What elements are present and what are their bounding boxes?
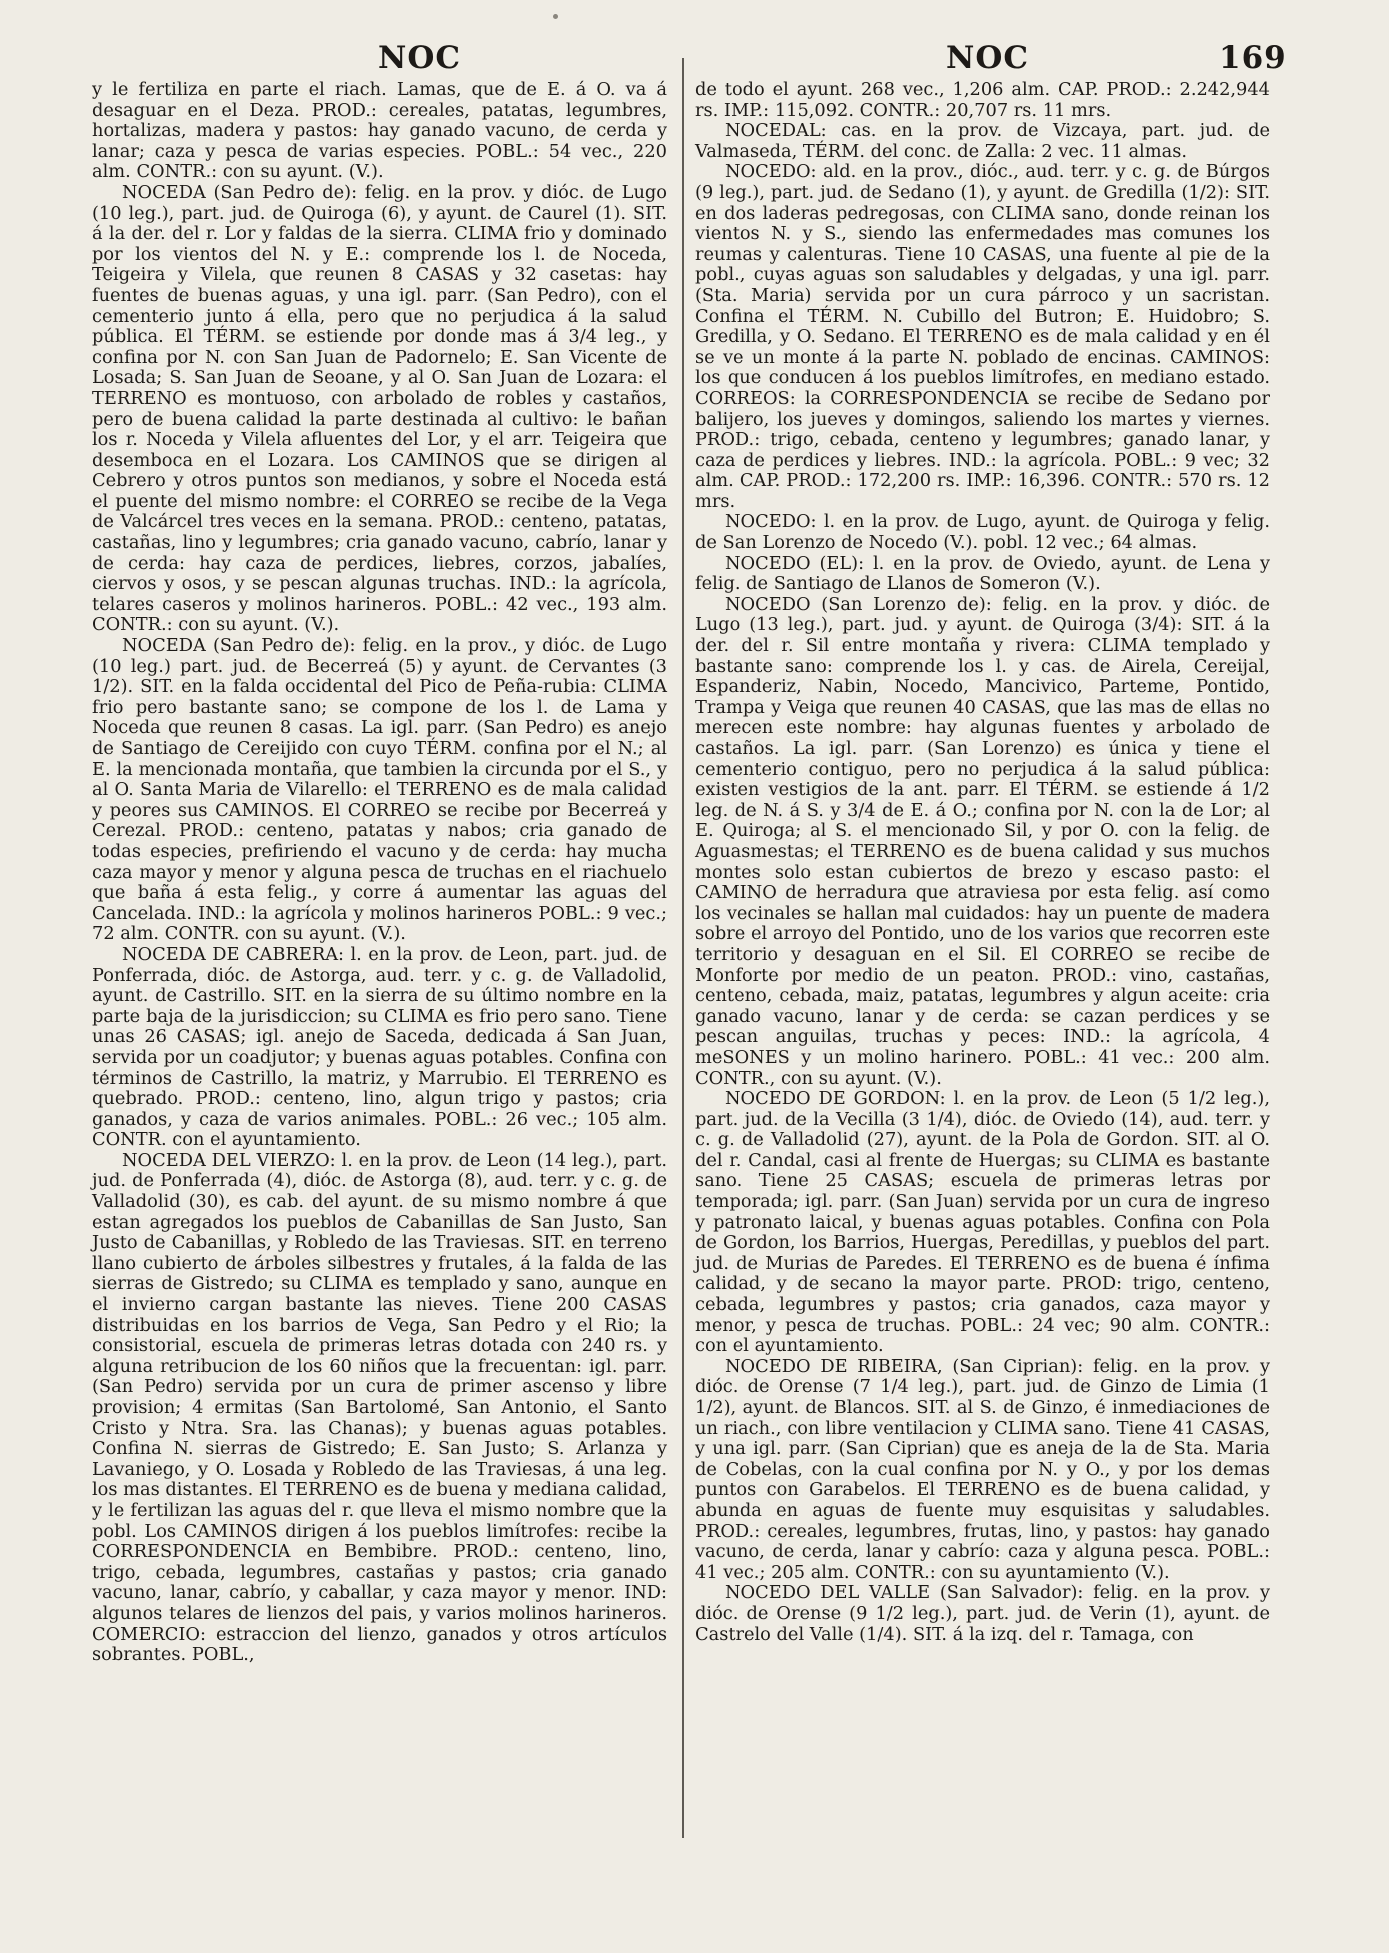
continuation-paragraph: de todo el ayunt. 268 vec., 1,206 alm. CAP. PROD.: 2.242,944 rs. IMP.: 115,092. CONTR.: 20,707 rs. 11 mrs. xyxy=(695,79,1270,121)
entry-noceda-del-vierzo: NOCEDA DEL VIERZO: l. en la prov. de Leon (14 leg.), part. jud. de Ponferrada (4), dióc. de Astorga (8), aud. terr. y c. g. de Valladolid (30), es cab. del ayunt. de su mismo nombre á que estan agregados los pueblos de Cabanillas de San Justo, San Justo de Cabanillas, y Robledo de las Traviesas. SIT. en terreno llano cubierto de árboles silbestres y frutales, á la falda de las sierras de Gistredo; su CLIMA es templado y sano, aunque en el invierno cargan bastante las nieves. Tiene 200 CASAS distribuidas en los barrios de Vega, San Pedro y el Rio; la consistorial, escuela de primeras letras dotada con 240 rs. y alguna retribucion de los 60 niños que la frecuentan: igl. parr. (San Pedro) servida por un cura de primer ascenso y libre provision; 4 ermitas (San Bartolomé, San Antonio, el Santo Cristo y Ntra. Sra. las Chanas); y buenas aguas potables. Confina N. sierras de Gistredo; E. San Justo; S. Arlanza y Lavaniego, y O. Losada y Robledo de las Traviesas, á una leg. los mas distantes. El TERRENO es de buena y mediana calidad, y le fertilizan las aguas del r. que lleva el mismo nombre que la pobl. Los CAMINOS dirigen á los pueblos limítrofes: recibe la CORRESPONDENCIA en Bembibre. PROD.: centeno, lino, trigo, cebada, legumbres, castañas y pastos; cria ganado vacuno, lanar, cabrío, y caballar, y caza mayor y menor. IND: algunos telares de lienzos del pais, y varios molinos harineros. COMERCIO: estraccion del lienzo, ganados y otros artículos sobrantes. POBL., xyxy=(92,1149,667,1666)
paper-speck xyxy=(553,14,558,19)
entry-nocedo-de-ribeira: NOCEDO DE RIBEIRA, (San Ciprian): felig. en la prov. y dióc. de Orense (7 1/4 leg.), part. jud. de Ginzo de Limia (1 1/2), ayunt. de Blancos. SIT. al S. de Ginzo, é inmediaciones de un riach., con libre ventilacion y CLIMA sano. Tiene 41 CASAS, y una igl. parr. (San Ciprian) que es aneja de la de Sta. Maria de Cobelas, con la cual confina por N. y O., y por los demas puntos con Garabelos. El TERRENO es de buena calidad, y abunda en aguas de fuente muy esquisitas y saludables. PROD.: cereales, legumbres, frutas, lino, y pastos: hay ganado vacuno, de cerda, lanar y cabrío: caza y alguna pesca. POBL.: 41 vec.; 205 alm. CONTR.: con su ayuntamiento (V.). xyxy=(695,1355,1270,1583)
entry-noceda-caurel: NOCEDA (San Pedro de): felig. en la prov. y dióc. de Lugo (10 leg.), part. jud. de Quiroga (6), y ayunt. de Caurel (1). SIT. á la der. del r. Lor y faldas de la sierra. CLIMA frio y dominado por los vientos del N. y E.: comprende los l. de Noceda, Teigeira y Vilela, que reunen 8 CASAS y 32 casetas: hay fuentes de buenas aguas, y una igl. parr. (San Pedro), con el cementerio junto á ella, pero que no perjudica á la salud pública. El TÉRM. se estiende por donde mas á 3/4 leg., y confina por N. con San Juan de Padornelo; E. San Vicente de Losada; S. San Juan de Seoane, y al O. San Juan de Lozara: el TERRENO es montuoso, con arbolado de robles y castaños, pero de buena calidad la parte destinada al cultivo: le bañan los r. Noceda y Vilela afluentes del Lor, y el arr. Teigeira que desemboca en el Lozara. Los CAMINOS que se dirigen al Cebrero y otros puntos son medianos, y sobre el Noceda está el puente del mismo nombre: el CORREO se recibe de la Vega de Valcárcel tres veces en la semana. PROD.: centeno, patatas, castañas, lino y legumbres; cria ganado vacuno, cabrío, lanar y de cerda: hay caza de perdices, liebres, corzos, jabalíes, ciervos y osos, y se pescan algunas truchas. IND.: la agrícola, telares caseros y molinos harineros. POBL.: 42 vec., 193 alm. CONTR.: con su ayunt. (V.). xyxy=(92,181,667,636)
entry-noceda-de-cabrera: NOCEDA DE CABRERA: l. en la prov. de Leon, part. jud. de Ponferrada, dióc. de Astorga, aud. terr. y c. g. de Valladolid, ayunt. de Castrillo. SIT. en la sierra de su último nombre en la parte baja de la jurisdiccion; su CLIMA es frio pero sano. Tiene unas 26 CASAS; igl. anejo de Saceda, dedicada á San Juan, servida por un coadjutor; y buenas aguas potables. Confina con términos de Castrillo, la matriz, y Marrubio. El TERRENO es quebrado. PROD.: centeno, lino, algun trigo y pastos; cria ganados, y caza de varios animales. POBL.: 26 vec.; 105 alm. CONTR. con el ayuntamiento. xyxy=(92,943,667,1151)
right-running-head: NOC xyxy=(946,40,1030,76)
column-divider xyxy=(682,58,684,1838)
entry-nocedo-lugo: NOCEDO: l. en la prov. de Lugo, ayunt. de Quiroga y felig. de San Lorenzo de Nocedo (V.). pobl. 12 vec.; 64 almas. xyxy=(695,511,1270,554)
entry-noceda-cervantes: NOCEDA (San Pedro de): felig. en la prov., y dióc. de Lugo (10 leg.) part. jud. de Becerreá (5) y ayunt. de Cervantes (3 1/2). SIT. en la falda occidental del Pico de Peña-rubia: CLIMA frio pero bastante sano; se compone de los l. de Lama y Noceda que reunen 8 casas. La igl. parr. (San Pedro) es anejo de Santiago de Cereijido con cuyo TÉRM. confina por el N.; al E. la mencionada montaña, que tambien la circunda por el S., y al O. Santa Maria de Vilarello: el TERRENO es de mala calidad y peores sus CAMINOS. El CORREO se recibe por Becerreá y Cerezal. PROD.: centeno, patatas y nabos; cria ganado de todas especies, prefiriendo el vacuno y de cerda: hay mucha caza mayor y menor y alguna pesca de truchas en el riachuelo que baña á esta felig., y corre á aumentar las aguas del Cancelada. IND.: la agrícola y molinos harineros POBL.: 9 vec.; 72 alm. CONTR. con su ayunt. (V.). xyxy=(92,635,667,945)
entry-nocedo-de-gordon: NOCEDO DE GORDON: l. en la prov. de Leon (5 1/2 leg.), part. jud. de la Vecilla (3 1/4), dióc. de Oviedo (14), aud. terr. y c. g. de Valladolid (27), ayunt. de la Pola de Gordon. SIT. al O. del r. Candal, casi al frente de Huergas; su CLIMA es bastante sano. Tiene 25 CASAS; escuela de primeras letras por temporada; igl. parr. (San Juan) servida por un cura de ingreso y patronato laical, y buenas aguas potables. Confina con Pola de Gordon, los Barrios, Huergas, Peredillas, y pueblos del part. jud. de Murias de Paredes. El TERRENO es de buena é ínfima calidad, y de secano la mayor parte. PROD: trigo, centeno, cebada, legumbres y pastos; cria ganados, caza mayor y menor, y pesca de truchas. POBL.: 24 vec; 90 alm. CONTR.: con el ayuntamiento. xyxy=(695,1088,1270,1357)
entry-nocedo-el: NOCEDO (EL): l. en la prov. de Oviedo, ayunt. de Lena y felig. de Santiago de Llanos de Someron (V.). xyxy=(695,552,1270,595)
page-number: 169 xyxy=(1219,40,1287,76)
continuation-paragraph: y le fertiliza en parte el riach. Lamas, que de E. á O. va á desaguar en el Deza. PROD.: cereales, patatas, legumbres, hortalizas, madera y pastos: hay ganado vacuno, de cerda y lanar; caza y pesca de varias especies. POBL.: 54 vec., 220 alm. CONTR.: con su ayunt. (V.). xyxy=(92,79,667,183)
entry-nocedo-del-valle: NOCEDO DEL VALLE (San Salvador): felig. en la prov. y dióc. de Orense (9 1/2 leg.), part. jud. de Verin (1), ayunt. de Castrelo del Valle (1/4). SIT. á la izq. del r. Tamaga, con xyxy=(695,1582,1270,1645)
entry-nocedal: NOCEDAL: cas. en la prov. de Vizcaya, part. jud. de Valmaseda, TÉRM. del conc. de Zalla: 2 vec. 11 almas. xyxy=(695,120,1270,162)
entry-nocedo-san-lorenzo: NOCEDO (San Lorenzo de): felig. en la prov. y dióc. de Lugo (13 leg.), part. jud. y ayunt. de Quiroga (3/4): SIT. á la der. del r. Sil entre montaña y rivera: CLIMA templado y bastante sano: comprende los l. y cas. de Airela, Cereijal, Espanderiz, Nabin, Nocedo, Mancivico, Parteme, Pontido, Trampa y Veiga que reunen 40 CASAS, que las mas de ellas no merecen este nombre: hay algunas fuentes y arbolado de castaños. La igl. parr. (San Lorenzo) es única y tiene el cementerio contiguo, pero no perjudica á la salud pública: existen vestigios de la ant. parr. El TÉRM. se estiende á 1/2 leg. de N. á S. y 3/4 de E. á O.; confina por N. con la de Lor; al E. Quiroga; al S. el mencionado Sil, y por O. con la felig. de Aguasmestas; el TERRENO es de buena calidad y sus muchos montes solo estan cubiertos de brezo y escaso pasto: el CAMINO de herradura que atraviesa por esta felig. así como los vecinales se hallan mal cuidados: hay un puente de madera sobre el arroyo del Pontido, uno de los varios que recorren este territorio y desaguan en el Sil. El CORREO se recibe de Monforte por medio de un peaton. PROD.: vino, castañas, centeno, cebada, maiz, patatas, legumbres y algun aceite: cria ganado vacuno, lanar y de cerda: se cazan perdices y se pescan anguilas, truchas y peces: IND.: la agrícola, 4 meSONES y un molino harinero. POBL.: 41 vec.: 200 alm. CONTR., con su ayunt. (V.). xyxy=(695,593,1270,1089)
left-running-head: NOC xyxy=(378,40,462,76)
left-column xyxy=(92,80,667,1666)
right-column xyxy=(695,80,1270,1645)
entry-nocedo-burgos: NOCEDO: ald. en la prov., dióc., aud. terr. y c. g. de Búrgos (9 leg.), part. jud. de Sedano (1), y ayunt. de Gredilla (1/2): SIT. en dos laderas pedregosas, con CLIMA sano, donde reinan los vientos N. y S., siendo las enfermedades mas comunes los reumas y calenturas. Tiene 10 CASAS, una fuente al pie de la pobl., cuyas aguas son saludables y delgadas, y una igl. parr. (Sta. Maria) servida por un cura párroco y un sacristan. Confina el TÉRM. N. Cubillo del Butron; E. Huidobro; S. Gredilla, y O. Sedano. El TERRENO es de mala calidad y en él se ve un monte á la parte N. poblado de encinas. CAMINOS: los que conducen á los pueblos limítrofes, en mediano estado. CORREOS: la CORRESPONDENCIA se recibe de Sedano por balijero, los jueves y domingos, saliendo los martes y viernes. PROD.: trigo, cebada, centeno y legumbres; ganado lanar, y caza de perdices y liebres. IND.: la agrícola. POBL.: 9 vec; 32 alm. CAP. PROD.: 172,200 rs. IMP.: 16,396. CONTR.: 570 rs. 12 mrs. xyxy=(695,161,1270,512)
